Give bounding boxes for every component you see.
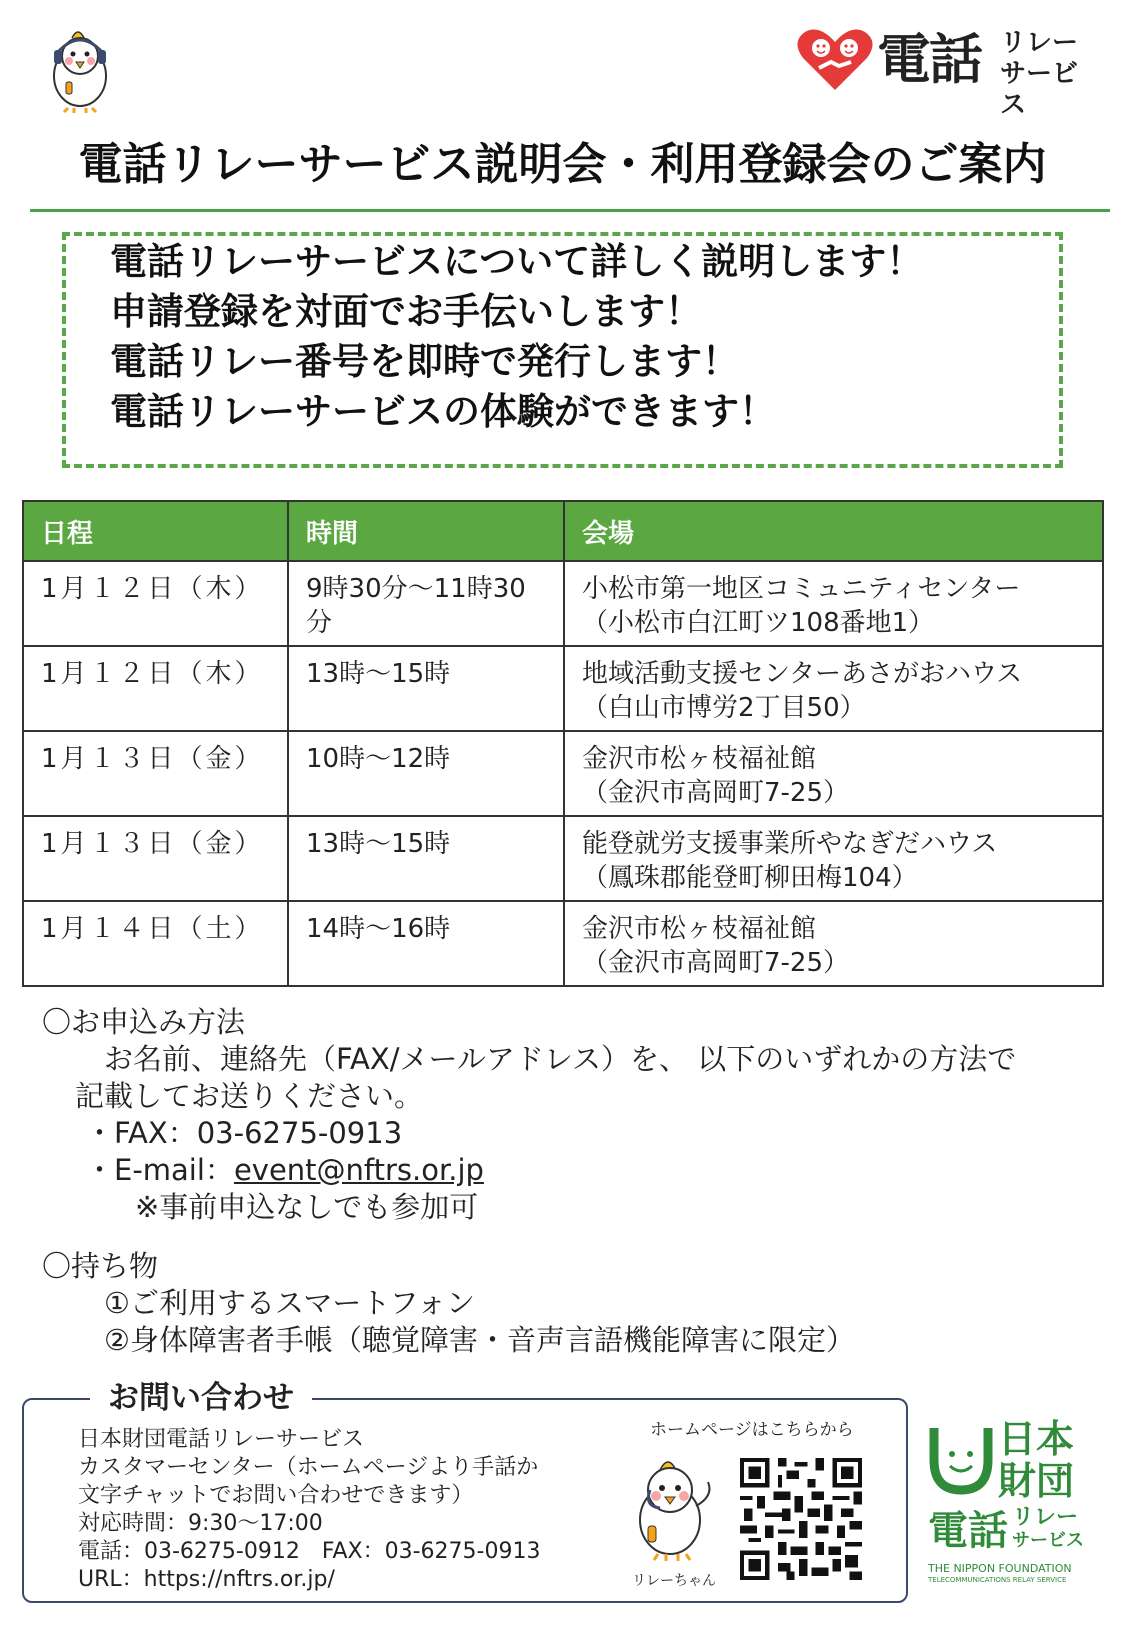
venue-cell <box>564 816 1103 901</box>
header-venue: 会場 <box>564 501 1103 561</box>
date-cell: 1月１４日（土） <box>23 901 288 986</box>
header-date: 日程 <box>23 501 288 561</box>
foundation-english-name: THE NIPPON FOUNDATION <box>928 1562 1072 1575</box>
table-header-row <box>23 501 1103 561</box>
foundation-text-service: サービス <box>1012 1530 1084 1551</box>
foundation-smile-icon <box>928 1420 994 1500</box>
table-row <box>23 561 1103 646</box>
email-label: ・E-mail： <box>85 1153 234 1187</box>
nippon-foundation-logo <box>928 1417 1098 1590</box>
heart-hands-icon <box>795 26 875 94</box>
feature-line-4: 電話リレーサービスの体験ができます！ <box>110 390 776 433</box>
venue-address: （鳳珠郡能登町柳田梅104） <box>582 863 918 893</box>
feature-line-3: 電話リレー番号を即時で発行します！ <box>110 340 739 383</box>
foundation-text-relay: リレー <box>1012 1505 1079 1530</box>
application-body-line2: 記載してお送りください。 <box>75 1079 424 1113</box>
logo-text-service: サービス <box>1000 59 1079 120</box>
contact-line-phone: 電話：03-6275-0912 FAX：03-6275-0913 <box>78 1539 541 1564</box>
mascot-bird-icon <box>42 24 118 114</box>
mascot-name: リレーちゃん <box>632 1573 716 1589</box>
header-time: 時間 <box>288 501 564 561</box>
foundation-english-service: TELECOMMUNICATIONS RELAY SERVICE <box>928 1576 1067 1584</box>
date-cell: 1月１２日（木） <box>23 561 288 646</box>
email-link[interactable]: event@nftrs.or.jp <box>233 1153 484 1187</box>
venue-name: 小松市第一地区コミュニティセンター <box>582 574 1021 604</box>
venue-name: 金沢市松ヶ枝福祉館 <box>582 914 817 944</box>
feature-line-2: 申請登録を対面でお手伝いします！ <box>110 290 702 333</box>
table-row <box>23 646 1103 731</box>
page-title: 電話リレーサービス説明会・利用登録会のご案内 <box>78 139 1047 190</box>
table-row <box>23 901 1103 986</box>
belongings-item-2: ②身体障害者手帳（聴覚障害・音声言語機能障害に限定） <box>104 1323 855 1357</box>
qr-code-icon[interactable] <box>740 1458 862 1580</box>
date-cell: 1月１３日（金） <box>23 731 288 816</box>
venue-name: 地域活動支援センターあさがおハウス <box>582 659 1023 689</box>
contact-line-hours: 対応時間：9:30～17:00 <box>78 1511 323 1536</box>
contact-line-org: 日本財団電話リレーサービス <box>78 1427 365 1452</box>
venue-cell <box>564 731 1103 816</box>
time-cell: 10時～12時 <box>288 731 564 816</box>
contact-line-chat: 文字チャットでお問い合わせできます） <box>78 1483 474 1508</box>
application-email-row <box>85 1152 484 1189</box>
relay-chan-mascot-icon <box>620 1450 720 1562</box>
contact-heading: お問い合わせ <box>90 1378 312 1418</box>
contact-lines <box>78 1426 540 1594</box>
time-cell: 13時～15時 <box>288 646 564 731</box>
time-cell: 9時30分～11時30分 <box>288 561 564 646</box>
title-divider <box>30 209 1110 212</box>
foundation-text-nihon: 日本 <box>998 1417 1075 1461</box>
contact-line-url[interactable]: URL：https://nftrs.or.jp/ <box>78 1567 335 1592</box>
application-note: ※事前申込なしでも参加可 <box>135 1190 479 1224</box>
venue-address: （白山市博労2丁目50） <box>582 693 866 723</box>
table-row <box>23 816 1103 901</box>
logo-text-relay: リレー <box>1000 28 1079 58</box>
foundation-text-denwa: 電話 <box>928 1508 1008 1554</box>
contact-line-center: カスタマーセンター（ホームページより手話か <box>78 1455 539 1480</box>
application-body-line1: お名前、連絡先（FAX/メールアドレス）を、 以下のいずれかの方法で <box>104 1042 1017 1076</box>
belongings-heading: 〇持ち物 <box>42 1249 159 1283</box>
application-fax: ・FAX：03-6275-0913 <box>85 1116 403 1150</box>
date-cell: 1月１３日（金） <box>23 816 288 901</box>
relay-service-logo <box>795 24 1095 120</box>
contact-box <box>22 1380 908 1603</box>
application-heading: 〇お申込み方法 <box>42 1005 246 1039</box>
venue-cell <box>564 901 1103 986</box>
feature-box <box>62 232 1063 468</box>
venue-cell <box>564 646 1103 731</box>
homepage-note: ホームページはこちらから <box>650 1420 854 1440</box>
schedule-table <box>22 500 1104 987</box>
venue-address: （金沢市高岡町7-25） <box>582 778 850 808</box>
belongings-item-1: ①ご利用するスマートフォン <box>104 1286 476 1320</box>
table-row <box>23 731 1103 816</box>
foundation-text-zaidan: 財団 <box>998 1459 1075 1503</box>
time-cell: 13時～15時 <box>288 816 564 901</box>
venue-name: 能登就労支援事業所やなぎだハウス <box>582 829 998 859</box>
date-cell: 1月１２日（木） <box>23 646 288 731</box>
venue-address: （小松市白江町ツ108番地1） <box>582 608 935 638</box>
logo-text-denwa: 電話 <box>877 28 981 91</box>
venue-address: （金沢市高岡町7-25） <box>582 948 850 978</box>
venue-cell <box>564 561 1103 646</box>
feature-line-1: 電話リレーサービスについて詳しく説明します！ <box>110 240 924 283</box>
venue-name: 金沢市松ヶ枝福祉館 <box>582 744 817 774</box>
time-cell: 14時～16時 <box>288 901 564 986</box>
